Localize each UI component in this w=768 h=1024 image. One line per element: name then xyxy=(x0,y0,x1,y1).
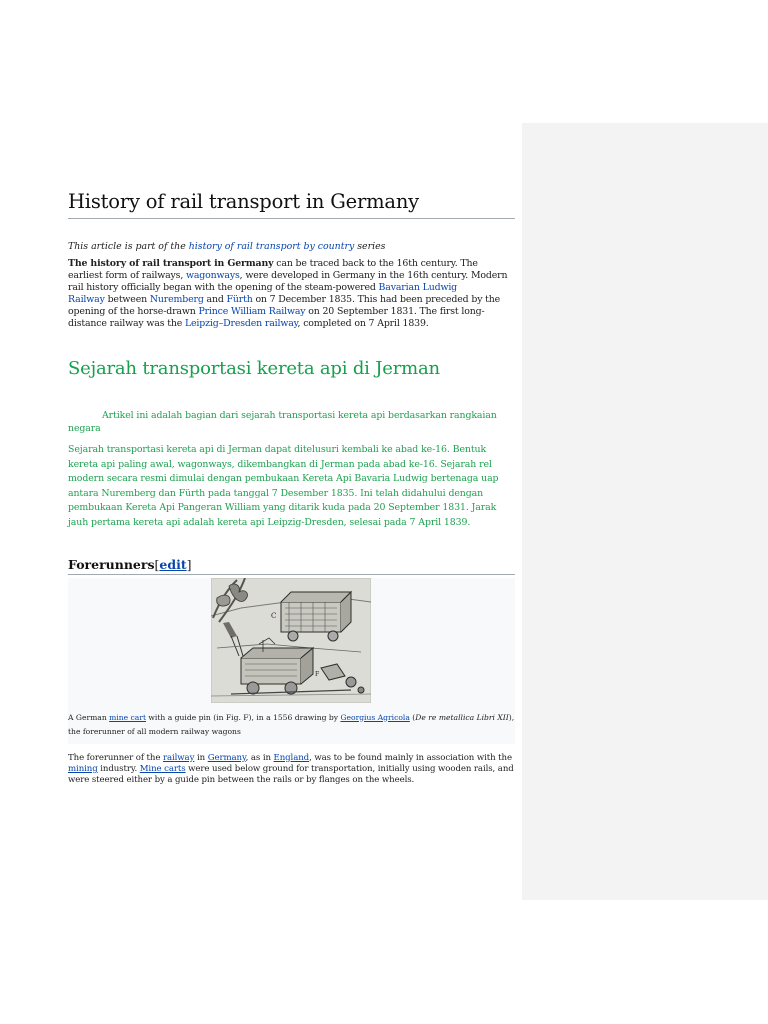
caption-text: ( xyxy=(409,712,416,722)
mine-carts-link[interactable]: Mine carts xyxy=(139,763,186,774)
furth-link[interactable]: Fürth xyxy=(226,294,253,305)
intro-text: on 7 December 1835. This had been preceded by the opening of the horse-drawn xyxy=(68,294,501,317)
edit-bracket-open: [ xyxy=(154,556,160,572)
nuremberg-link[interactable]: Nuremberg xyxy=(149,294,204,305)
intro-paragraph xyxy=(68,258,515,330)
translation-note: Artikel ini adalah bagian dari sejarah transportasi kereta api berdasarkan rangkaian negara xyxy=(68,410,497,434)
fore-text: in xyxy=(194,752,208,763)
edit-link[interactable]: edit xyxy=(159,556,187,572)
edit-bracket-close: ] xyxy=(186,556,192,572)
page-title: History of rail transport in Germany xyxy=(68,190,515,219)
georgius-agricola-link[interactable]: Georgius Agricola xyxy=(340,712,410,722)
intro-bold: The history of rail transport in Germany xyxy=(68,258,274,269)
fore-text: industry. xyxy=(97,763,140,774)
forerunners-heading xyxy=(68,557,515,575)
bavarian-ludwig-railway-link[interactable]: Railway xyxy=(68,294,105,305)
series-note-prefix: This article is part of the xyxy=(68,241,189,252)
mine-cart-link[interactable]: mine cart xyxy=(109,712,147,722)
fore-text: were used below ground for transportation, initially using wooden rails, and were steered either by a guide pin between the rails or by flanges on the wheels. xyxy=(68,763,514,786)
intro-text: between xyxy=(104,294,150,305)
fore-text: , as in xyxy=(245,752,274,763)
caption-text: with a guide pin (in Fig. F), in a 1556 drawing by xyxy=(146,712,341,722)
intro-text: and xyxy=(203,294,227,305)
wagonways-link[interactable]: wagonways xyxy=(185,270,240,281)
intro-text: , were developed in Germany in the 16th century. Modern rail history officially began with the opening of the steam-powered xyxy=(68,270,508,293)
forerunners-paragraph xyxy=(68,753,515,787)
intro-text: , completed on 7 April 1839. xyxy=(297,318,429,329)
fore-text: , was to be found mainly in association with the xyxy=(309,752,512,763)
caption-text: ), the forerunner of all modern railway wagons xyxy=(68,712,515,737)
svg-text:F: F xyxy=(315,670,320,678)
fore-text: The forerunner of the xyxy=(68,752,163,763)
translation-paragraph: Sejarah transportasi kereta api di Jerman dapat ditelusuri kembali ke abad ke-16. Bentuk kereta api paling awal, wagonways, dikembangkan di Jerman pada abad ke-16. Sejarah rel modern secara resmi dimulai dengan pembukaan Kereta Api Bavaria Ludwig bertenaga uap antara Nuremberg dan Fürth pada tanggal 7 Desember 1835. Ini telah didahului dengan pembukaan Kereta Api Pangeran William yang ditarik kuda pada 20 September 1831. Jarak jauh pertama kereta api adalah kereta api Leipzig-Dresden, selesai pada 7 April 1839. xyxy=(68,444,499,528)
prince-william-railway-link[interactable]: Prince William Railway xyxy=(198,306,306,317)
railway-link[interactable]: railway xyxy=(162,752,195,763)
series-note xyxy=(68,241,515,252)
document-content xyxy=(68,190,515,786)
series-note-suffix: series xyxy=(354,241,386,252)
caption-book-title: De re metallica Libri XII xyxy=(415,712,509,722)
bavarian-ludwig-link[interactable]: Bavarian Ludwig xyxy=(378,282,458,293)
forerunners-heading-text: Forerunners xyxy=(68,556,155,572)
svg-text:C: C xyxy=(271,611,277,620)
comment-pane xyxy=(522,123,768,900)
england-link[interactable]: England xyxy=(273,752,310,763)
leipzig-dresden-link[interactable]: Leipzig–Dresden railway xyxy=(184,318,298,329)
figure-caption xyxy=(68,711,515,740)
translation-title: Sejarah transportasi kereta api di Jerman xyxy=(68,358,440,379)
series-link[interactable]: history of rail transport by country xyxy=(188,241,355,252)
intro-text: can be traced back to the 16th century. The earliest form of railways, xyxy=(68,258,478,281)
germany-link[interactable]: Germany xyxy=(207,752,246,763)
intro-text: on 20 September 1831. The first long-distance railway was the xyxy=(68,306,485,329)
mine-cart-drawing-image[interactable] xyxy=(211,578,371,703)
caption-text: A German xyxy=(68,712,110,722)
figure-box xyxy=(68,578,515,744)
mining-link[interactable]: mining xyxy=(68,763,98,774)
